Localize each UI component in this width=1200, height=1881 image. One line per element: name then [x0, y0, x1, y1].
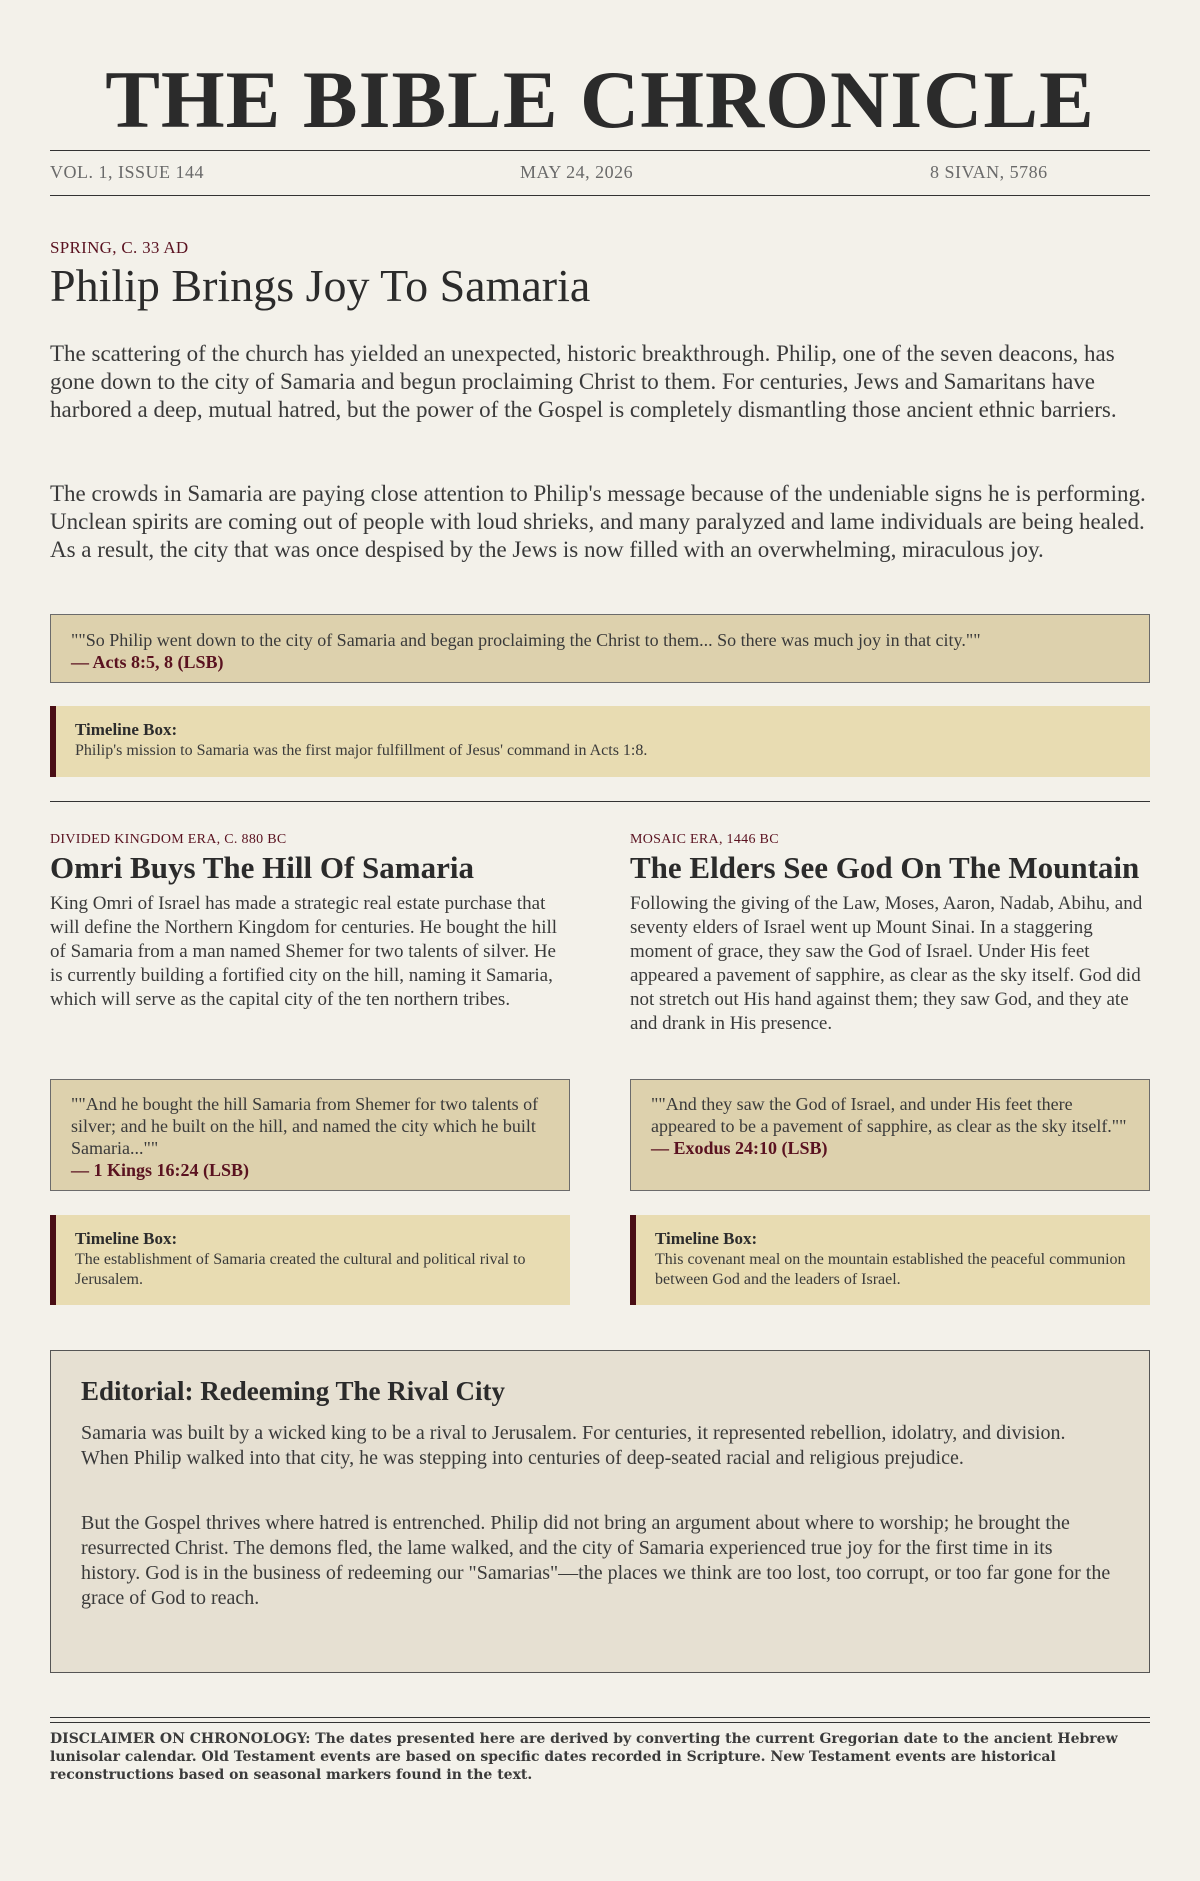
editorial-paragraph: But the Gospel thrives where hatred is entrenched. Philip did not bring an argument about where to worship; he brought the resurrected Christ. The demons fled, the lame walked, and the city of Samaria experienced true joy for the first time in its history. God is in the business of redeeming our "Samarias"—the places we think are too lost, too corrupt, or too far gone for the grace of God to reach.	[81, 1512, 1111, 1609]
editorial-paragraph: Samaria was built by a wicked king to be a rival to Jerusalem. For centuries, it represented rebellion, idolatry, and division. When Philip walked into that city, he was stepping into centuries of deep-seated racial and religious prejudice.	[81, 1422, 1066, 1469]
editorial-title: Editorial: Redeeming The Rival City	[81, 1376, 505, 1406]
gregorian-date: MAY 24, 2026	[520, 162, 634, 182]
quote-reference: — Exodus 24:10 (LSB)	[651, 1138, 828, 1158]
chronology-disclaimer: DISCLAIMER ON CHRONOLOGY: The dates presented here are derived by converting the current Gregorian date to the ancient Hebrew lunisolar calendar. Old Testament events are based on specific dates recorded in Scripture. New Testament events are historical reconstructions based on seasonal markers found in the text.	[50, 1731, 1118, 1783]
main-story-era: SPRING, C. 33 AD	[50, 238, 189, 257]
masthead-title: THE BIBLE CHRONICLE	[105, 54, 1095, 145]
quote-reference: — Acts 8:5, 8 (LSB)	[71, 652, 224, 672]
timeline-text: Philip's mission to Samaria was the first major fulfillment of Jesus' command in Acts 1:8.	[75, 742, 648, 759]
timeline-text: The establishment of Samaria created the cultural and political rival to Jerusalem.	[75, 1251, 526, 1288]
timeline-text: This covenant meal on the mountain established the peaceful communion between God and the leaders of Israel.	[655, 1251, 1126, 1288]
quote-reference: — 1 Kings 16:24 (LSB)	[71, 1160, 250, 1180]
right-story-body: Following the giving of the Law, Moses, Aaron, Nadab, Abihu, and seventy elders of Israel went up Mount Sinai. In a staggering moment of grace, they saw the God of Israel. Under His feet appeared a pavement of sapphire, as clear as the sky itself. God did not stretch out His hand against them; they saw God, and they ate and drank in His presence.	[630, 893, 1143, 1034]
main-story-headline: Philip Brings Joy To Samaria	[50, 260, 591, 311]
right-timeline-box	[630, 1215, 1150, 1305]
footer-divider	[50, 1717, 1150, 1723]
quote-text: ""And they saw the God of Israel, and under His feet there appeared to be a pavement of sapphire, as clear as the sky itself.""	[651, 1094, 1127, 1136]
left-story-body: King Omri of Israel has made a strategic real estate purchase that will define the Northern Kingdom for centuries. He bought the hill of Samaria from a man named Shemer for two talents of silver. He is currently building a fortified city on the hill, naming it Samaria, which will serve as the capital city of the ten northern tribes.	[50, 893, 558, 1010]
main-timeline-box	[50, 706, 1150, 777]
timeline-label: Timeline Box:	[75, 720, 178, 739]
left-story-headline: Omri Buys The Hill Of Samaria	[50, 850, 474, 885]
main-story-paragraph: The scattering of the church has yielded an unexpected, historic breakthrough. Philip, one of the seven deacons, has gone down to the city of Samaria and begun proclaiming Christ to them. For centuries, Jews and Samaritans have harbored a deep, mutual hatred, but the power of the Gospel is completely dismantling those ancient ethnic barriers.	[50, 341, 1117, 422]
left-scripture-quote	[50, 1079, 570, 1191]
quote-text: ""So Philip went down to the city of Samaria and began proclaiming the Christ to them... So there was much joy in that city.""	[71, 630, 981, 650]
editorial-box	[50, 1350, 1150, 1673]
volume-issue: VOL. 1, ISSUE 144	[50, 162, 205, 182]
quote-text: ""And he bought the hill Samaria from Shemer for two talents of silver; and he built on the hill, and named the city which he built Samaria...""	[71, 1094, 539, 1158]
timeline-label: Timeline Box:	[75, 1229, 178, 1248]
left-timeline-box	[50, 1215, 570, 1305]
timeline-label: Timeline Box:	[655, 1229, 758, 1248]
left-story-era: DIVIDED KINGDOM ERA, C. 880 BC	[50, 832, 287, 847]
issue-info-bar	[50, 150, 1150, 196]
section-divider	[50, 801, 1150, 802]
main-scripture-quote	[50, 614, 1150, 683]
right-story-headline: The Elders See God On The Mountain	[630, 850, 1140, 885]
hebrew-date: 8 SIVAN, 5786	[930, 162, 1048, 182]
main-story-paragraph: The crowds in Samaria are paying close attention to Philip's message because of the undeniable signs he is performing. Unclean spirits are coming out of people with loud shrieks, and many paralyzed and lame individuals are being healed. As a result, the city that was once despised by the Jews is now filled with an overwhelming, miraculous joy.	[50, 481, 1146, 562]
right-story-era: MOSAIC ERA, 1446 BC	[630, 832, 779, 847]
right-scripture-quote	[630, 1079, 1150, 1191]
